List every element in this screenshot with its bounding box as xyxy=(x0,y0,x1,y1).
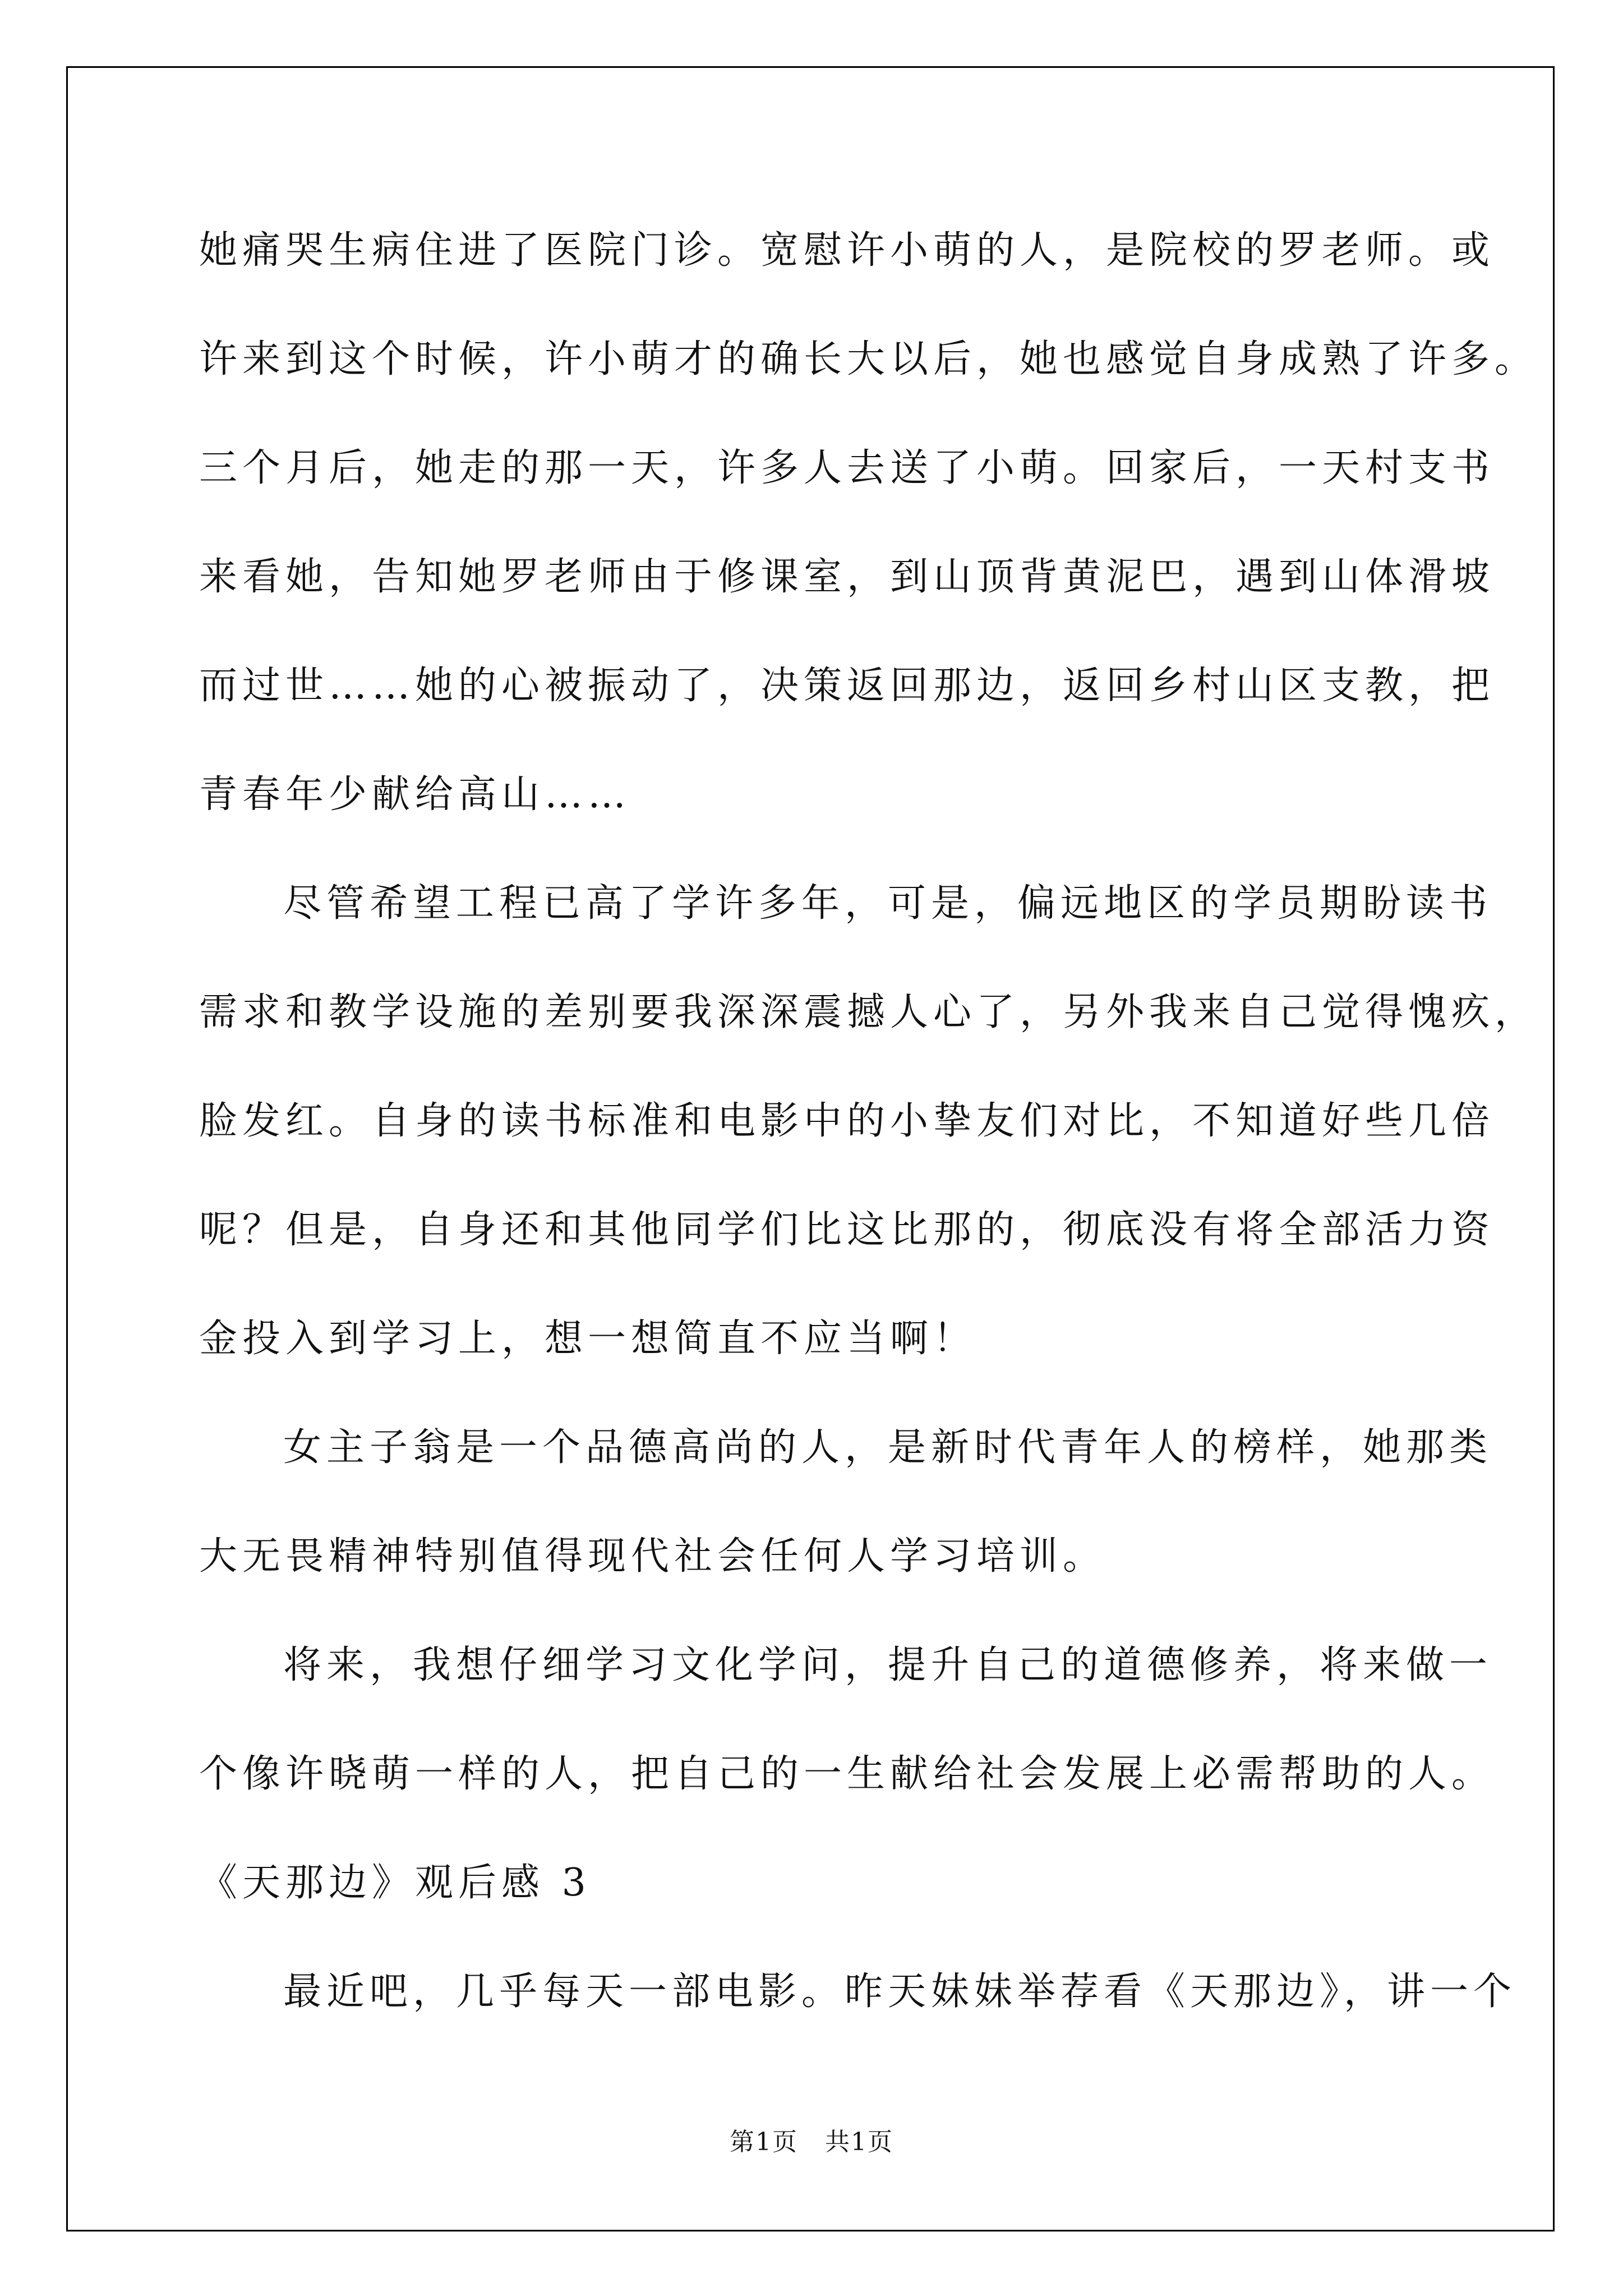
text-line-15: 个像许晓萌一样的人，把自己的一生献给社会发展上必需帮助的人。 xyxy=(199,1752,1495,1796)
text-line-6: 青春年少献给高山…… xyxy=(199,772,631,817)
paragraph-start-line-12: 女主子翁是一个品德高尚的人，是新时代青年人的榜样，她那类 xyxy=(283,1425,1493,1470)
paragraph-start-line-17: 最近吧，几乎每天一部电影。昨天妹妹举荐看《天那边》，讲一个 xyxy=(283,1970,1517,2014)
text-line-8: 需求和教学设施的差别要我深深震撼人心了，另外我来自己觉得愧疚， xyxy=(199,990,1538,1034)
text-line-10: 呢？但是，自身还和其他同学们比这比那的，彻底没有将全部活力资 xyxy=(199,1208,1495,1252)
text-line-5: 而过世……她的心被振动了，决策返回那边，返回乡村山区支教，把 xyxy=(199,664,1495,708)
text-line-11: 金投入到学习上，想一想简直不应当啊！ xyxy=(199,1317,977,1361)
paragraph-start-line-14: 将来，我想仔细学习文化学问，提升自己的道德修养，将来做一 xyxy=(283,1643,1493,1687)
text-line-1: 她痛哭生病住进了医院门诊。宽慰许小萌的人，是院校的罗老师。或 xyxy=(199,228,1495,273)
text-line-3: 三个月后，她走的那一天，许多人去送了小萌。回家后，一天村支书 xyxy=(199,446,1495,490)
text-line-13: 大无畏精神特别值得现代社会任何人学习培训。 xyxy=(199,1534,1106,1579)
paragraph-start-line-7: 尽管希望工程已高了学许多年，可是，偏远地区的学员期盼读书 xyxy=(283,881,1493,926)
text-line-2: 许来到这个时候，许小萌才的确长大以后，她也感觉自身成熟了许多。 xyxy=(199,337,1538,381)
document-body xyxy=(199,220,1538,2070)
text-line-9: 脸发红。自身的读书标准和电影中的小挚友们对比，不知道好些几倍 xyxy=(199,1099,1495,1143)
text-line-4: 来看她，告知她罗老师由于修课室，到山顶背黄泥巴，遇到山体滑坡 xyxy=(199,555,1495,599)
page-footer: 第1页 共1页 xyxy=(730,2128,893,2156)
section-heading: 《天那边》观后感 3 xyxy=(199,1861,591,1905)
